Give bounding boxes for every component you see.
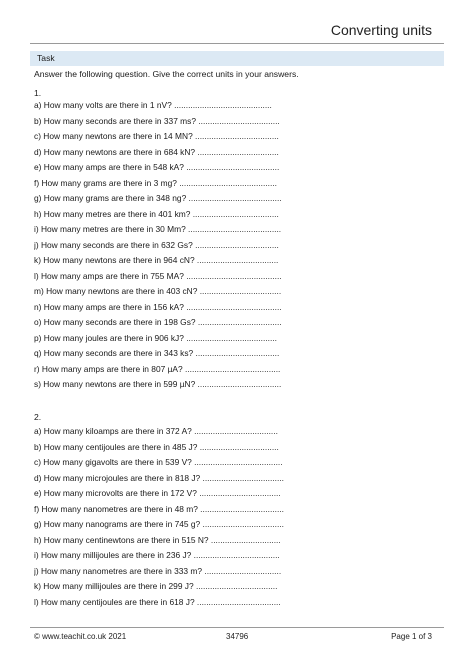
question-item: a) How many volts are there in 1 nV? .......................................... [34,100,272,110]
question-item: q) How many seconds are there in 343 ks? .................................... [34,348,280,358]
question-item: b) How many seconds are there in 337 ms? ................................... [34,115,280,126]
question-2-list [34,425,354,611]
footer-resource-id: 34796 [226,632,249,641]
question-item: f) How many grams are there in 3 mg? .......................................... [34,177,277,188]
title-divider [30,43,444,44]
question-item: j) How many seconds are there in 632 Gs? .................................... [34,239,279,250]
question-item: c) How many gigavolts are there in 539 V? ...................................... [34,457,283,467]
question-item: r) How many amps are there in 807 µA? ......................................... [34,363,281,374]
question-item: k) How many millijoules are there in 299 J? ................................... [34,581,278,591]
question-item: a) How many kiloamps are there in 372 A? .................................... [34,426,278,436]
footer-page-number: Page 1 of 3 [391,632,432,641]
question-item: i) How many metres are there in 30 Mm? ........................................ [34,224,282,234]
task-label: Task [37,53,55,63]
question-item: j) How many nanometres are there in 333 m? ................................. [34,565,282,576]
question-item: g) How many nanograms are there in 745 g? ................................... [34,519,284,529]
task-instructions: Answer the following question. Give the correct units in your answers. [34,69,299,79]
question-item: f) How many nanometres are there in 48 m? .................................... [34,503,284,514]
question-1-number: 1. [34,88,42,98]
question-item: k) How many newtons are there in 964 cN? ................................... [34,255,279,265]
question-item: e) How many amps are there in 548 kA? ........................................ [34,162,280,172]
question-2-number: 2. [34,412,42,422]
question-item: d) How many microjoules are there in 818 J? ................................... [34,472,284,483]
question-item: n) How many amps are there in 156 kA? ......................................... [34,301,282,312]
question-item: p) How many joules are there in 906 kJ? ....................................... [34,332,277,343]
question-item: h) How many metres are there in 401 km? ..................................... [34,208,279,219]
question-item: d) How many newtons are there in 684 kN? ................................... [34,146,279,157]
task-bar [30,51,444,66]
question-item: h) How many centinewtons are there in 515 N? .............................. [34,534,281,545]
question-item: l) How many centijoules are there in 618 J? .................................... [34,596,281,607]
question-item: g) How many grams are there in 348 ng? ........................................ [34,193,282,203]
question-1-list [34,99,354,394]
question-item: c) How many newtons are there in 14 MN? .................................... [34,131,279,141]
question-item: i) How many millijoules are there in 236 J? ..................................... [34,550,280,560]
question-item: e) How many microvolts are there in 172 V? ................................... [34,488,281,498]
question-item: m) How many newtons are there in 403 cN? ................................... [34,286,282,296]
footer-divider [30,627,444,628]
question-item: s) How many newtons are there in 599 µN? .................................... [34,379,282,389]
question-item: o) How many seconds are there in 198 Gs? .................................... [34,317,282,327]
question-item: b) How many centijoules are there in 485 J? .................................. [34,441,279,452]
question-item: l) How many amps are there in 755 MA? ......................................... [34,270,282,281]
page-title: Converting units [330,22,432,38]
footer-copyright: © www.teachit.co.uk 2021 [34,632,127,641]
